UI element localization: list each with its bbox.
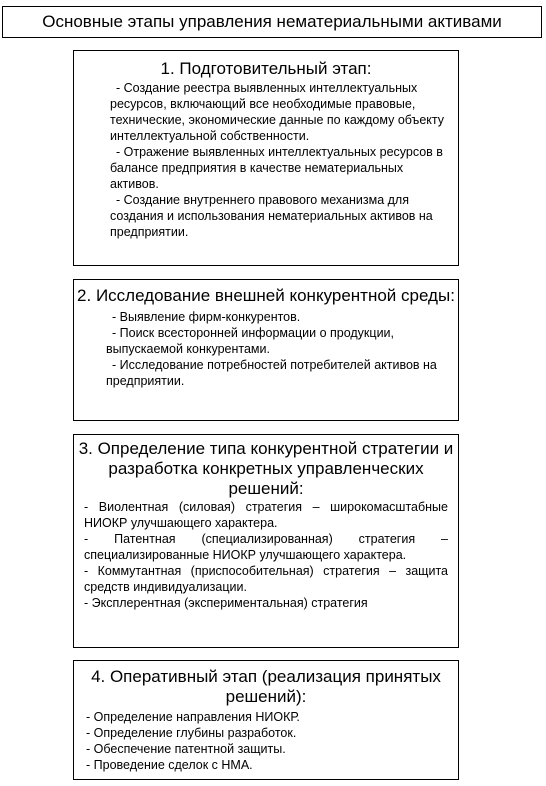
stage-item: - Создание реестра выявленных интеллектуальных ресурсов, включающий все необходимые правовые, технические, экономические данные по каждому объекту интеллектуальной собственности. — [110, 81, 445, 143]
diagram-title: Основные этапы управления нематериальными активами — [42, 12, 502, 31]
diagram-title-box — [2, 6, 542, 38]
stage-item: - Обеспечение патентной защиты. — [86, 742, 286, 756]
stage-item: - Определение глубины разработок. — [86, 726, 297, 740]
stage-title: 4. Оперативный этап (реализация принятых решений): — [91, 667, 441, 706]
stage-item: - Проведение сделок с НМА. — [86, 758, 253, 772]
stage-items — [74, 306, 458, 389]
stage-title: 3. Определение типа конкурентной стратегии и разработка конкретных управленческих решений: — [78, 439, 454, 498]
stage-item: - Виолентная (силовая) стратегия – широкомасштабные НИОКР улучшающего характера. — [84, 500, 448, 530]
stage-item: - Определение направления НИОКР. — [86, 710, 300, 724]
stage-box-preparatory — [73, 50, 459, 266]
stage-item: - Поиск всесторонней информации о продукции, выпускаемой конкурентами. — [106, 326, 395, 356]
stage-item: - Патентная (специализированная) стратегия – специализированные НИОКР улучшающего характера. — [84, 532, 448, 562]
stage-box-competitive-environment — [73, 279, 459, 421]
stage-item: - Создание внутреннего правового механизма для создания и использования нематериальных активов на предприятии. — [110, 193, 433, 239]
stage-item: - Коммутантная (приспособительная) стратегия – защита средств индивидуализации. — [84, 564, 448, 594]
stage-item: - Эксплерентная (экспериментальная) стратегия — [84, 596, 368, 610]
stage-item: - Исследование потребностей потребителей активов на предприятии. — [106, 358, 437, 388]
stage-title: 1. Подготовительный этап: — [160, 59, 372, 78]
stage-item: - Выявление фирм-конкурентов. — [112, 310, 301, 324]
stage-items — [74, 79, 458, 240]
stage-box-strategy — [73, 434, 459, 648]
stage-item: - Отражение выявленных интеллектуальных ресурсов в балансе предприятия в качестве нематериальных активов. — [110, 145, 443, 191]
stage-items — [74, 499, 458, 611]
stage-box-operational — [73, 660, 459, 780]
stage-title: 2. Исследование внешней конкурентной среды: — [77, 286, 455, 305]
stage-items — [74, 707, 458, 773]
